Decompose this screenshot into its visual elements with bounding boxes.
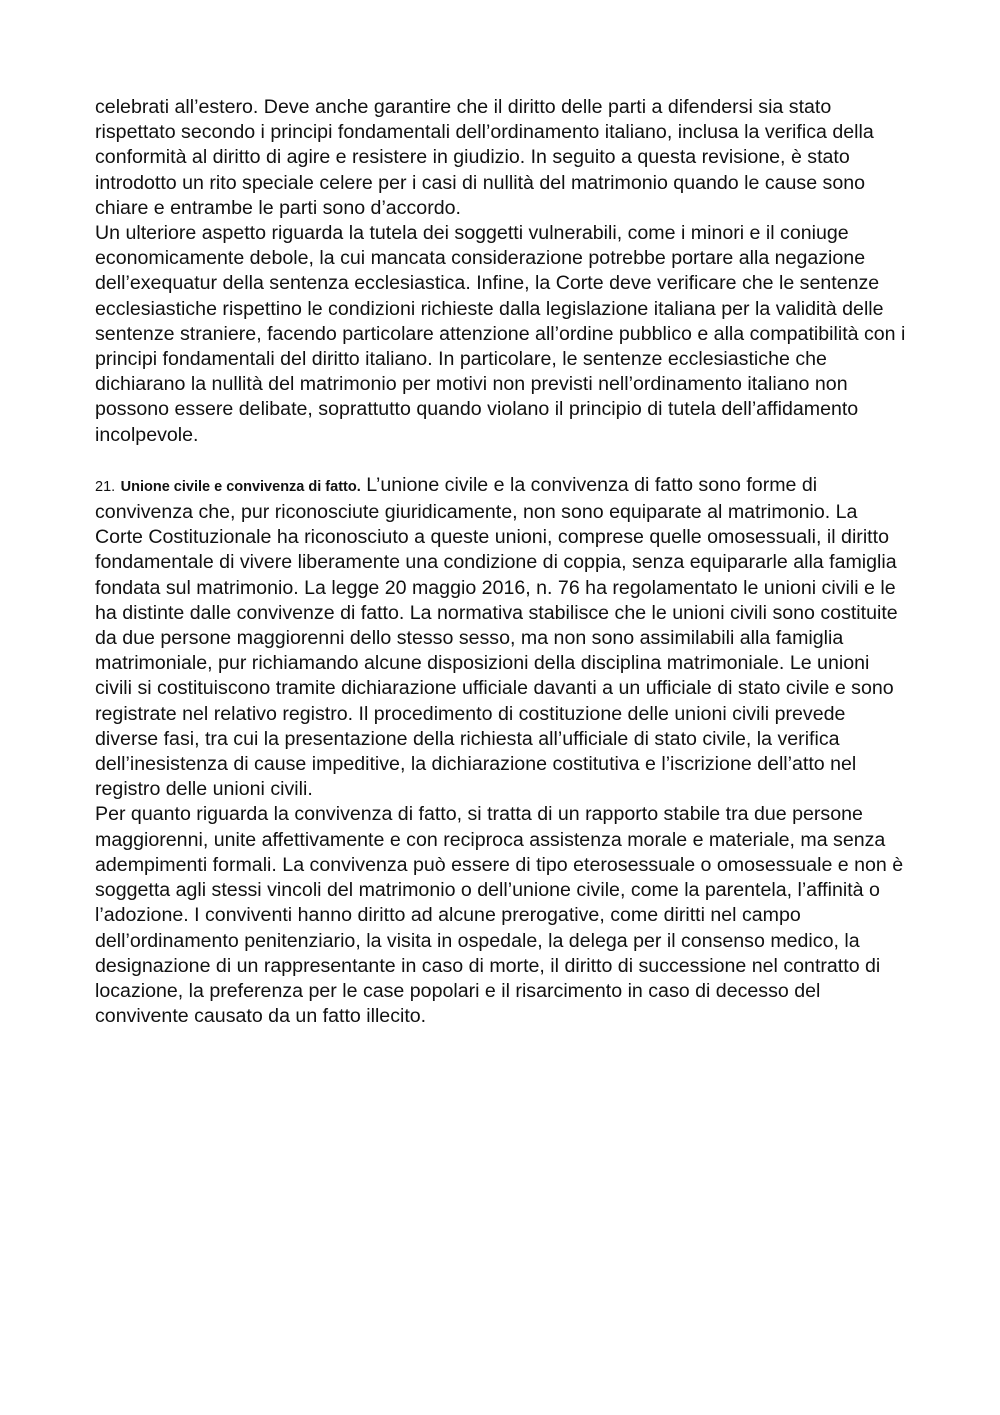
section-21-body: L’unione civile e la convivenza di fatto sono forme di convivenza che, pur riconosciute giuridicamente, non sono equiparate al matrimonio. La Corte Costituzionale ha riconosciuto a queste unioni, comprese quelle omosessuali, il diritto fondamentale di vivere liberamente una condizione di coppia, senza equipararle alla famiglia fondata sul matrimonio. La legge 20 maggio 2016, n. 76 ha regolamentato le unioni civili e le ha distinte dalle convivenze di fatto. La normativa stabilisce che le unioni civili sono costituite da due persone maggiorenni dello stesso sesso, ma non sono assimilabili alla famiglia matrimoniale, pur richiamando alcune disposizioni della disciplina matrimoniale. Le unioni civili si costituiscono tramite dichiarazione ufficiale davanti a un ufficiale di stato civile e sono registrate nel relativo registro. Il procedimento di costituzione delle unioni civili prevede diverse fasi, tra cui la presentazione della richiesta all’ufficiale di stato civile, la verifica dell’inesistenza di cause impeditive, la dichiarazione costitutiva e l’iscrizione dell’atto nel registro delle unioni civili. [95,473,898,801]
section-title: Unione civile e convivenza di fatto. [120,478,361,495]
paragraph-vulnerable-subjects: Un ulteriore aspetto riguarda la tutela dei soggetti vulnerabili, come i minori e il coniuge economicamente debole, la cui mancata considerazione potrebbe portare alla negazione dell’exequatur della sentenza ecclesiastica. Infine, la Corte deve verificare che le sentenze ecclesiastiche rispettino le condizioni richieste dalla legislazione italiana per la validità delle sentenze straniere, facendo particolare attenzione all’ordine pubblico e alla compatibilità con i principi fondamentali del diritto italiano. In particolare, le sentenze ecclesiastiche che dichiarano la nullità del matrimonio per motivi non previsti nell’ordinamento italiano non possono essere delibate, soprattutto quando violano il principio di tutela dell’affidamento incolpevole. [95,222,906,446]
paragraph-continuation: celebrati all’estero. Deve anche garantire che il diritto delle parti a difendersi sia stato rispettato secondo i principi fondamentali dell’ordinamento italiano, inclusa la verifica della conformità al diritto di agire e resistere in giudizio. In seguito a questa revisione, è stato introdotto un rito speciale celere per i casi di nullità del matrimonio quando le cause sono chiare e entrambe le parti sono d’accordo. [95,96,874,219]
paragraph-spacer [95,448,910,473]
document-page [95,95,910,1029]
section-21-paragraph [95,473,910,803]
paragraph-convivenza: Per quanto riguarda la convivenza di fatto, si tratta di un rapporto stabile tra due persone maggiorenni, unite affettivamente e con reciproca assistenza morale e materiale, ma senza adempimenti formali. La convivenza può essere di tipo eterosessuale o omosessuale e non è soggetta agli stessi vincoli del matrimonio o dell’unione civile, come la parentela, l’affinità o l’adozione. I conviventi hanno diritto ad alcune prerogative, come diritti nel campo dell’ordinamento penitenziario, la visita in ospedale, la delega per il consenso medico, la designazione di un rappresentante in caso di morte, il diritto di successione nel contratto di locazione, la preferenza per le case popolari e il risarcimento in caso di decesso del convivente causato da un fatto illecito. [95,803,904,1028]
section-number: 21. [95,478,116,495]
